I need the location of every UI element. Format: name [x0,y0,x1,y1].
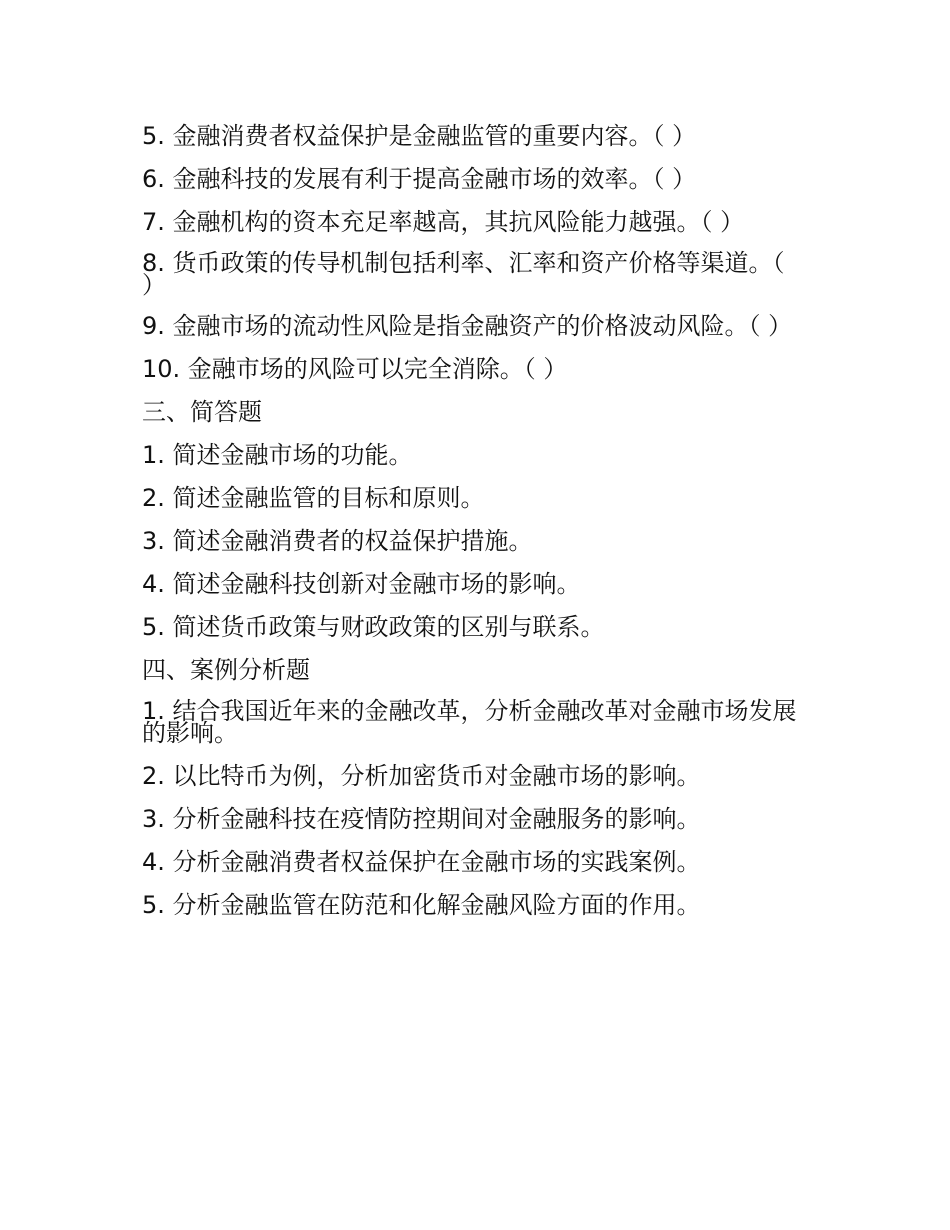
section-heading-short-answer: 三、简答题 [142,398,262,426]
question-tf-9: 9. 金融市场的流动性风险是指金融资产的价格波动风险。（ ） [142,312,793,340]
section-heading-case-analysis: 四、案例分析题 [142,656,310,684]
question-tf-5: 5. 金融消费者权益保护是金融监管的重要内容。（ ） [142,122,697,150]
question-tf-8: 8. 货币政策的传导机制包括利率、汇率和资产价格等渠道。（ ） [142,249,785,299]
question-tf-7: 7. 金融机构的资本充足率越高，其抗风险能力越强。（ ） [142,208,745,236]
question-case-1: 1. 结合我国近年来的金融改革，分析金融改革对金融市场发展的影响。 [142,697,797,747]
question-sa-3: 3. 简述金融消费者的权益保护措施。 [142,527,533,555]
question-tf-6: 6. 金融科技的发展有利于提高金融市场的效率。（ ） [142,165,697,193]
question-sa-1: 1. 简述金融市场的功能。 [142,441,413,469]
question-case-5: 5. 分析金融监管在防范和化解金融风险方面的作用。 [142,891,701,919]
question-tf-10: 10. 金融市场的风险可以完全消除。（ ） [142,355,568,383]
question-sa-5: 5. 简述货币政策与财政政策的区别与联系。 [142,613,605,641]
document-page [142,123,802,935]
question-case-3: 3. 分析金融科技在疫情防控期间对金融服务的影响。 [142,805,701,833]
question-sa-2: 2. 简述金融监管的目标和原则。 [142,484,485,512]
question-sa-4: 4. 简述金融科技创新对金融市场的影响。 [142,570,581,598]
question-case-4: 4. 分析金融消费者权益保护在金融市场的实践案例。 [142,848,701,876]
question-case-2: 2. 以比特币为例，分析加密货币对金融市场的影响。 [142,762,701,790]
